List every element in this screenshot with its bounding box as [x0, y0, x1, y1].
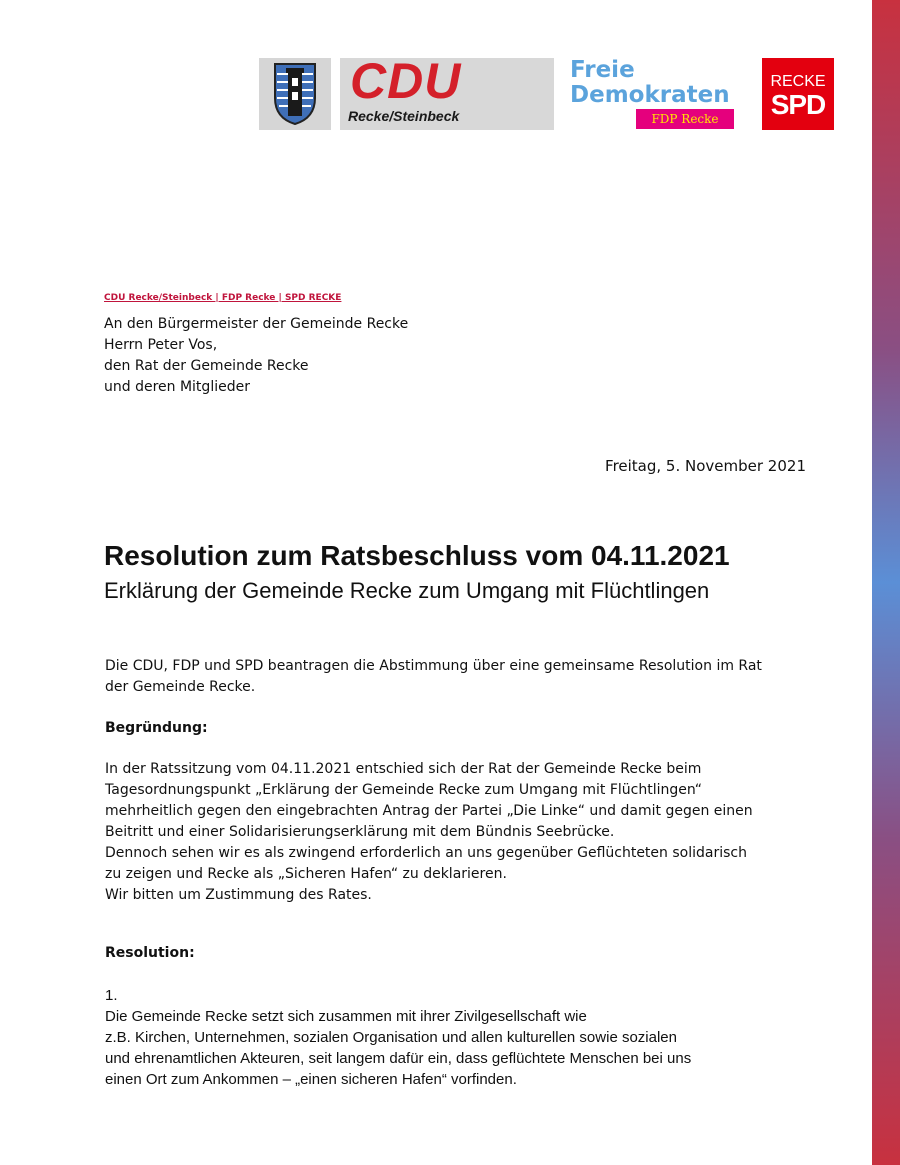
page-edge-gradient — [872, 0, 900, 1165]
cdu-logo-subtitle: Recke/Steinbeck — [348, 108, 460, 124]
paragraph-line: Dennoch sehen wir es als zwingend erforderlich an uns gegenüber Geflüchteten solidarisch — [105, 845, 747, 861]
spd-logo — [762, 58, 834, 130]
paragraph-line: Tagesordnungspunkt „Erklärung der Gemeinde Recke zum Umgang mit Flüchtlingen“ — [105, 782, 703, 798]
paragraph-line: zu zeigen und Recke als „Sicheren Hafen“ zu deklarieren. — [105, 866, 507, 882]
paragraph-line: und ehrenamtlichen Akteuren, seit langem dafür ein, dass geflüchtete Menschen bei uns — [105, 1050, 692, 1067]
paragraph-line: 1. — [105, 987, 118, 1004]
letter-date: Freitag, 5. November 2021 — [605, 457, 806, 475]
resolution-paragraph — [105, 985, 691, 1090]
recipient-line: und deren Mitglieder — [104, 379, 250, 395]
fdp-logo-line2: Demokraten — [570, 82, 730, 108]
resolution-heading: Resolution: — [105, 945, 195, 961]
document-subtitle: Erklärung der Gemeinde Recke zum Umgang mit Flüchtlingen — [104, 578, 710, 603]
paragraph-line: In der Ratssitzung vom 04.11.2021 entschied sich der Rat der Gemeinde Recke beim — [105, 761, 702, 777]
paragraph-line: Beitritt und einer Solidarisierungserklärung mit dem Bündnis Seebrücke. — [105, 824, 615, 840]
paragraph-line: z.B. Kirchen, Unternehmen, sozialen Organisation und allen kulturellen sowie sozialen — [105, 1029, 677, 1046]
recke-coat-of-arms-logo — [259, 58, 331, 130]
fdp-logo-tag: FDP Recke — [636, 109, 734, 129]
recipient-line: den Rat der Gemeinde Recke — [104, 358, 309, 374]
paragraph-line: Die CDU, FDP und SPD beantragen die Abstimmung über eine gemeinsame Resolution im Rat — [105, 658, 762, 674]
paragraph-line: Die Gemeinde Recke setzt sich zusammen mit ihrer Zivilgesellschaft wie — [105, 1008, 587, 1025]
paragraph-line: Wir bitten um Zustimmung des Rates. — [105, 887, 372, 903]
fdp-logo — [570, 56, 738, 132]
cdu-logo — [340, 53, 554, 130]
cdu-logo-wordmark: CDU — [350, 53, 462, 109]
spd-logo-wordmark: SPD — [770, 89, 826, 120]
begruendung-heading: Begründung: — [105, 720, 208, 736]
recipient-line: An den Bürgermeister der Gemeinde Recke — [104, 316, 409, 332]
sender-line: CDU Recke/Steinbeck | FDP Recke | SPD RECKE — [104, 293, 342, 303]
paragraph-line: einen Ort zum Ankommen – „einen sicheren Hafen“ vorfinden. — [105, 1071, 517, 1088]
paragraph-line: mehrheitlich gegen den eingebrachten Antrag der Partei „Die Linke“ und damit gegen einen — [105, 803, 753, 819]
recipient-address — [104, 314, 408, 398]
paragraph-line: der Gemeinde Recke. — [105, 679, 256, 695]
fdp-logo-line1: Freie — [570, 57, 635, 83]
intro-paragraph — [105, 656, 762, 698]
recipient-line: Herrn Peter Vos, — [104, 337, 218, 353]
spd-logo-top: RECKE — [770, 73, 826, 90]
begruendung-paragraph — [105, 759, 753, 906]
tower-icon — [271, 62, 319, 126]
document-title: Resolution zum Ratsbeschluss vom 04.11.2021 — [104, 540, 730, 571]
